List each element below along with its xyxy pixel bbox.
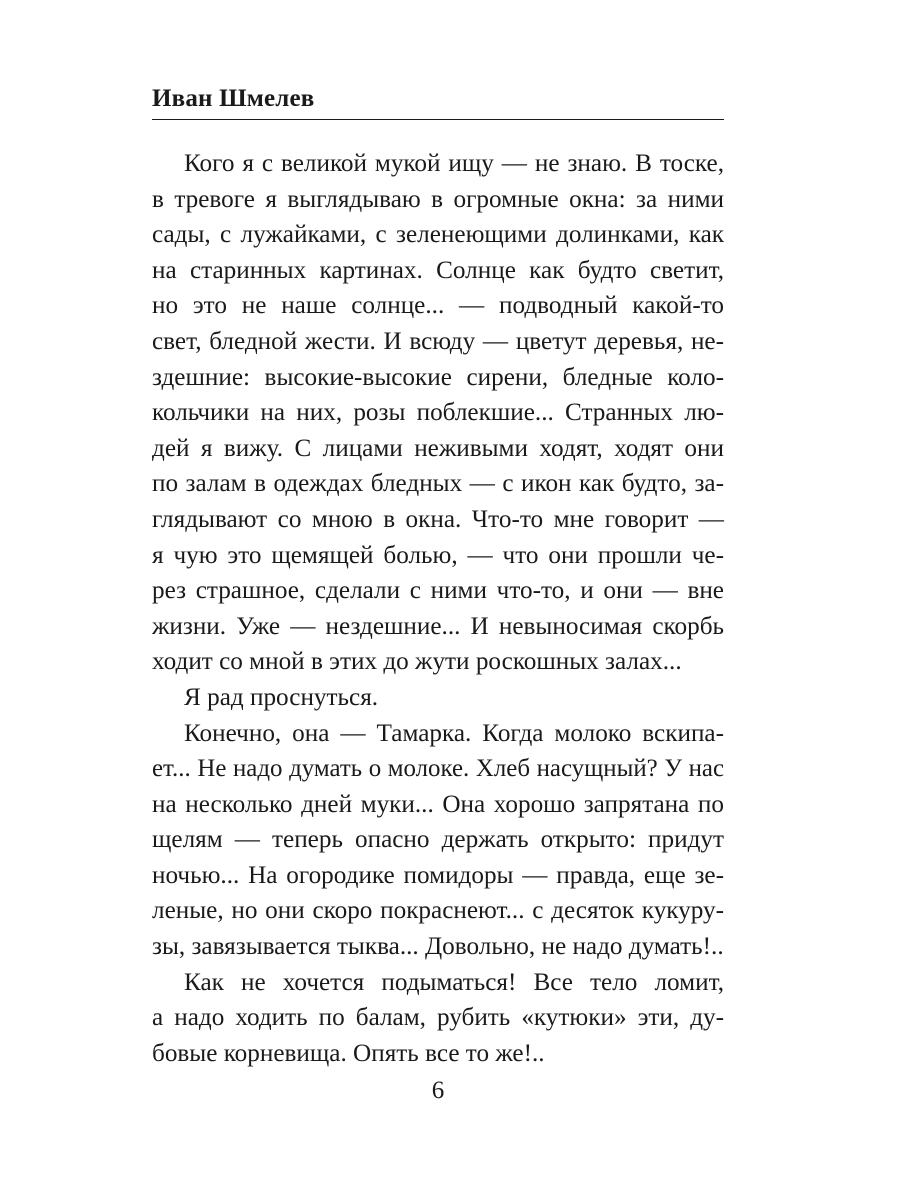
text-line: ночью... На огородике помидоры — правда, еще зе- — [152, 861, 724, 889]
text-line: свет, бледной жести. И всюду — цветут деревья, не- — [152, 327, 724, 355]
text-line: Я рад проснуться. — [184, 683, 379, 711]
text-line: зы, завязывается тыква... Довольно, не надо думать!.. — [152, 933, 724, 961]
text-line: на несколько дней муки... Она хорошо запрятана по — [152, 790, 724, 818]
header-rule — [152, 119, 724, 120]
text-line: а надо ходить по балам, рубить «кутюки» эти, ду- — [152, 1004, 724, 1032]
page-number: 6 — [431, 1077, 445, 1104]
text-line: глядывают со мною в окна. Что-то мне говорит — — [152, 505, 724, 533]
text-line: бовые корневища. Опять все то же!.. — [152, 1039, 545, 1067]
paragraph — [152, 716, 724, 965]
text-line: я чую это щемящей болью, — что они прошли че- — [152, 541, 724, 569]
text-line: кольчики на них, розы поблекшие... Странных лю- — [152, 399, 724, 427]
paragraph — [152, 965, 724, 1072]
text-line: щелям — теперь опасно держать открыто: придут — [152, 826, 724, 854]
running-head-author: Иван Шмелев — [152, 85, 315, 112]
text-line: на старинных картинах. Солнце как будто светит, — [152, 256, 724, 284]
text-line: Кого я с великой мукой ищу — не знаю. В тоске, — [184, 150, 724, 177]
text-line: жизни. Уже — нездешние... И невыносимая скорбь — [152, 612, 724, 640]
text-line: Конечно, она — Тамарка. Когда молоко вскипа- — [184, 719, 724, 747]
paragraph — [152, 680, 724, 716]
text-line: но это не наше солнце... — подводный какой-то — [152, 292, 724, 320]
text-line: здешние: высокие-высокие сирени, бледные коло- — [152, 363, 724, 391]
paragraph — [152, 146, 724, 680]
text-line: сады, с лужайками, с зеленеющими долинками, как — [152, 221, 724, 249]
text-line: по залам в одеждах бледных — с икон как будто, за- — [152, 470, 724, 498]
text-line: рез страшное, сделали с ними что-то, и они — вне — [152, 577, 724, 605]
text-line: леные, но они скоро покраснеют... с десяток кукуру- — [152, 897, 724, 925]
text-line: в тревоге я выглядываю в огромные окна: за ними — [152, 185, 724, 213]
text-line: ходит со мной в этих до жути роскошных залах... — [152, 648, 682, 676]
text-line: ет... Не надо думать о молоке. Хлеб насущный? У нас — [152, 755, 724, 783]
body-text — [152, 146, 724, 1071]
text-line: дей я вижу. С лицами неживыми ходят, ходят они — [152, 434, 724, 462]
text-line: Как не хочется подыматься! Все тело ломит, — [184, 968, 724, 996]
